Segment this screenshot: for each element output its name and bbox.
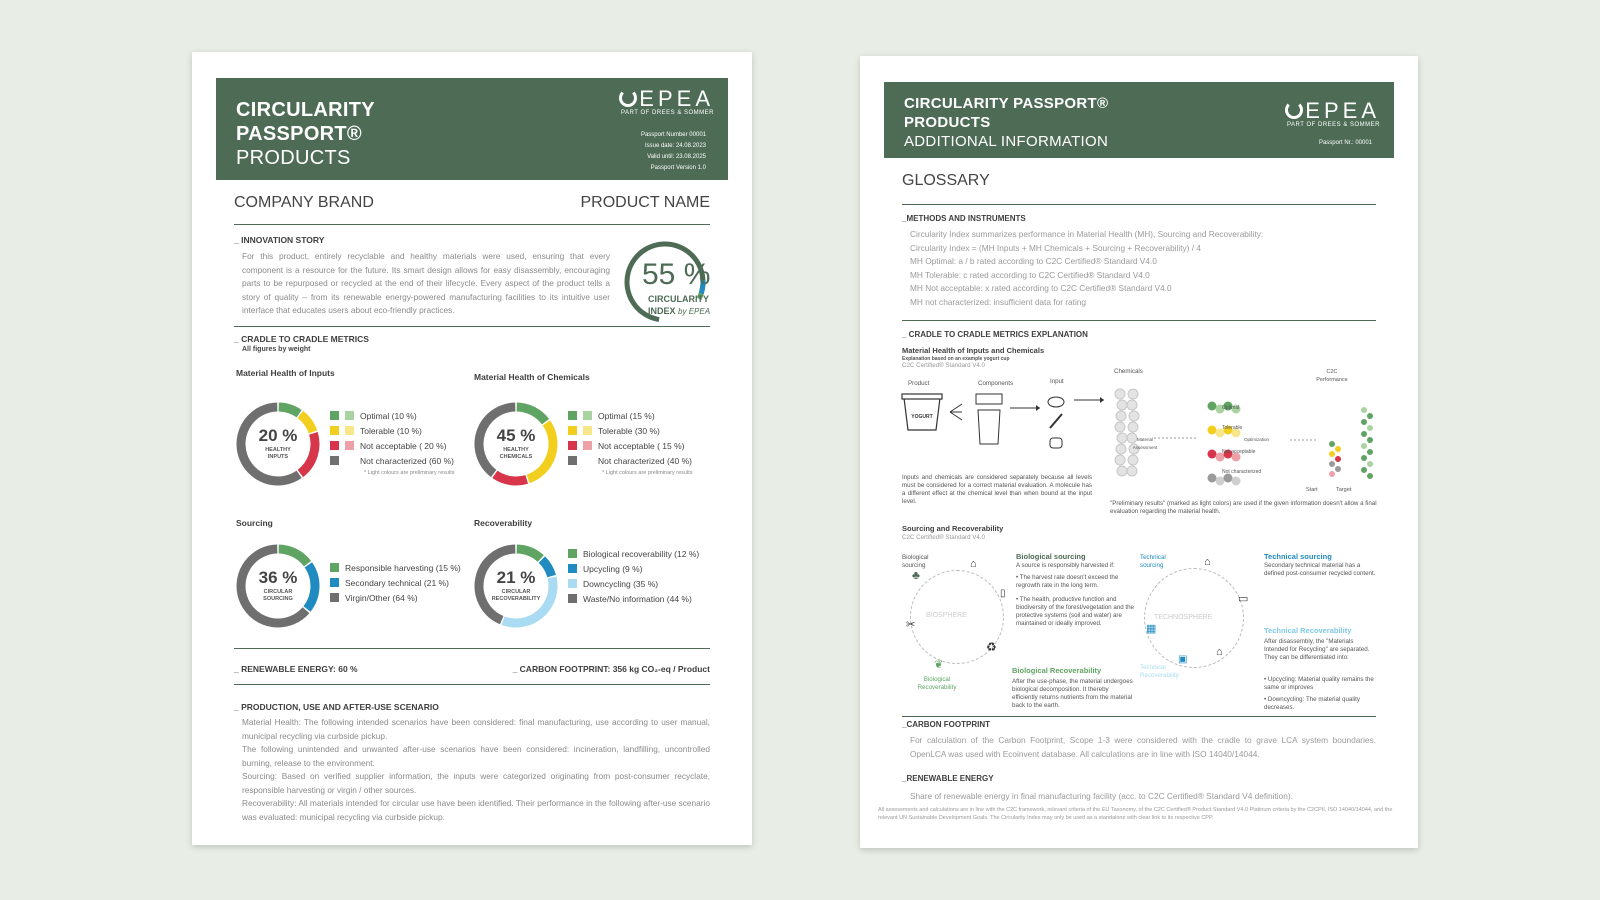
mh-left-text: Inputs and chemicals are considered separately because all levels must be considered for a correct material evaluation. A molecule has a different effect at the chemical level than when bound at the input level. <box>902 474 1092 505</box>
circularity-index <box>616 238 714 322</box>
monitor-icon: ▭ <box>1238 593 1249 605</box>
company-brand: COMPANY BRAND <box>234 194 374 211</box>
passport-number: Passport Number 00001 <box>640 132 706 138</box>
circularity-byline: by EPEA <box>678 307 711 316</box>
chart-title: Material Health of Inputs <box>236 368 335 378</box>
renewable-heading: _RENEWABLE ENERGY <box>902 774 994 783</box>
legend-label: Not characterized (60 %) <box>360 455 455 466</box>
factory-icon: ⌂ <box>1204 556 1211 568</box>
target-dot <box>1367 437 1373 443</box>
title-line: PRODUCTS <box>236 147 351 169</box>
house-icon: ⌂ <box>1216 646 1223 658</box>
bio-bullet-text: The health, productive function and biodiversity of the forest/vegetation and the protective systems (soil and water) are maintained or ideally improved. <box>1016 596 1134 627</box>
target-dot <box>1367 473 1373 479</box>
tech-recover-title: Technical Recoverability <box>1264 626 1352 635</box>
chemical-dot <box>1117 400 1127 410</box>
footer-disclaimer: All assessments and calculations are in line with the C2C framework, relevant criteria of the EU Taxonomy, of the C2C Certified® Product Standard V4.0 Platinum criteria by the C2CPII, ISO 14040/14044, and the relevant UN Sustainable Development Goals. The Circularity Index may only be used as a standalone with clear link to its respective CPP. <box>878 807 1393 821</box>
target-dot <box>1361 455 1367 461</box>
diagram-label: Product <box>908 380 930 387</box>
chemical-dot <box>1116 411 1126 421</box>
chemical-dot <box>1117 433 1127 443</box>
legend-sourcing <box>330 560 461 605</box>
legend-item <box>568 576 699 591</box>
methods-list <box>910 228 1263 309</box>
split-arrow-icon <box>950 404 962 420</box>
tech-bullet: • Upcycling: Material quality remains the same or improves <box>1264 676 1374 691</box>
legend-chemicals <box>568 408 692 468</box>
bio-bullet-text: The harvest rate doesn't exceed the regrowth rate in the long term. <box>1016 574 1119 589</box>
start-dot <box>1335 456 1341 462</box>
bio-recover-title: Biological Recoverability <box>1012 666 1102 675</box>
bio-bullet: • The harvest rate doesn't exceed the regrowth rate in the long term. <box>1016 574 1119 589</box>
carbon-footprint: _ CARBON FOOTPRINT: 356 kg CO₂-eq / Product <box>512 664 710 674</box>
chemical-dot <box>1129 411 1139 421</box>
diagram-label: Optimization <box>1244 437 1270 442</box>
innovation-text: For this product, entirely recyclable and healthy materials were used, ensuring that every component is a resource for the future. Its smart design allows for easy disassembly, encouraging parts to be repurposed or recycled at the end of their lifecycle. Every aspect of the product tells a story of quality – from its renewable energy-powered manufacturing facilities to its intuitive user interface that educates users about eco-friendly practices. <box>242 251 610 315</box>
legend-item <box>330 438 454 453</box>
legend-label: Upcycling (9 %) <box>583 563 643 574</box>
scenario-text <box>242 716 710 824</box>
chemicals-dots <box>1115 389 1139 476</box>
legend-item <box>568 408 692 423</box>
explanation-heading: _ CRADLE TO CRADLE METRICS EXPLANATION <box>902 330 1088 339</box>
mh-title: Material Health of Inputs and Chemicals <box>902 346 1045 355</box>
diagram-label: Tolerable <box>1222 425 1243 431</box>
donut-chemicals <box>472 400 560 488</box>
title-line: CIRCULARITY PASSPORT® <box>904 95 1109 112</box>
tech-recover-text: After disassembly, the "Materials Intended for Recycling" are separated. They can be differentiated into: <box>1264 638 1370 661</box>
legend-item <box>330 423 454 438</box>
diagram-label: Optimal <box>1222 405 1240 411</box>
legend-item <box>568 453 692 468</box>
mh-right-text: "Preliminary results" (marked as light colors) are used if the given information doesn't allow a final evaluation regarding the material health. <box>1110 500 1377 515</box>
diagram-label: Components <box>978 380 1014 387</box>
scenario-paragraph: Material Health: The following intended scenarios have been considered: final manufacturing, use according to user manual, municipal recycling via curbside pickup. <box>242 717 710 741</box>
product-name: PRODUCT NAME <box>580 194 710 211</box>
mh-standard: C2C Certified® Standard V4.0 <box>902 362 985 369</box>
metrics-heading: _ CRADLE TO CRADLE METRICS <box>234 334 369 344</box>
chart-title: Sourcing <box>236 518 273 528</box>
diagram-label: Target <box>1336 487 1352 493</box>
diagram-label: Chemicals <box>1114 368 1143 375</box>
chart-title: Material Health of Chemicals <box>474 372 590 382</box>
page-header <box>884 82 1394 158</box>
legend-item <box>568 561 699 576</box>
legend-label: Waste/No information (44 %) <box>583 593 692 604</box>
recycle-icon: ♻ <box>986 640 997 654</box>
target-dot <box>1367 461 1373 467</box>
scenario-paragraph: Sourcing: Based on verified supplier information, the inputs were categorized originating from post-consumer recyclate, responsible harvesting or virgin / other sources. <box>242 771 710 795</box>
chemical-dot <box>1115 422 1125 432</box>
bio-sourcing-label: Biological sourcing <box>902 554 929 569</box>
chemical-dot <box>1128 422 1138 432</box>
start-dots <box>1329 441 1341 477</box>
donut-recoverability <box>472 542 560 630</box>
components-icon <box>976 394 1002 444</box>
chemical-dot <box>1127 400 1137 410</box>
tech-bullet: • Downcycling: The material quality decreases. <box>1264 696 1360 711</box>
circularity-label: INDEX <box>648 306 676 316</box>
methods-line: MH not characterized: insufficient data for rating <box>910 296 1087 307</box>
performance-dot <box>1208 474 1217 483</box>
chart-title: Recoverability <box>474 518 533 528</box>
bio-sourcing-intro: A source is responsibly harvested if: <box>1016 562 1115 569</box>
yogurt-label: YOGURT <box>911 414 933 420</box>
diagram-label: C2C Performance <box>1316 369 1348 383</box>
performance-dot <box>1216 477 1225 486</box>
arrow-head-icon <box>1036 405 1040 411</box>
methods-heading: _METHODS AND INSTRUMENTS <box>902 214 1026 223</box>
start-dot <box>1335 466 1341 472</box>
legend-label: Biological recoverability (12 %) <box>583 548 700 559</box>
performance-dot <box>1208 450 1217 459</box>
passport-page <box>192 52 752 845</box>
donut-value: 36 % <box>258 568 298 587</box>
legend-item <box>568 423 692 438</box>
tech-sourcing-label: Technical sourcing <box>1140 554 1166 569</box>
start-dot <box>1329 441 1335 447</box>
tech-bullet-text: Upcycling: Material quality remains the same or improves <box>1264 676 1374 691</box>
donut-value: 45 % <box>496 426 536 445</box>
divider <box>902 204 1376 205</box>
building-icon: ▦ <box>1146 623 1157 635</box>
target-dot <box>1361 431 1367 437</box>
divider <box>902 320 1376 321</box>
valid-until: Valid until: 23.08.2025 <box>647 154 706 160</box>
legend-label: Not characterized (40 %) <box>598 455 693 466</box>
logo-text: EPEA <box>639 86 714 111</box>
legend-label: Responsible harvesting (15 %) <box>345 562 461 573</box>
target-dot <box>1367 449 1373 455</box>
methods-line: MH Optimal: a / b rated according to C2C Certified® Standard V4.0 <box>910 256 1157 266</box>
diagram-label: Not acceptable <box>1222 449 1256 455</box>
divider <box>234 224 710 225</box>
bio-recover-text: After the use-phase, the material undergoes biological decomposition. It thereby efficiently returns nutrients from the material back to the earth. <box>1012 678 1133 709</box>
title-line: PRODUCTS <box>904 114 991 131</box>
legend-item <box>568 438 692 453</box>
target-dot <box>1367 425 1373 431</box>
bottle-icon: ▯ <box>1000 588 1006 599</box>
logo-text: EPEA <box>1305 98 1380 123</box>
legend-label: Not acceptable ( 20 %) <box>360 440 447 451</box>
legend-label: Tolerable (30 %) <box>598 425 660 436</box>
legend-note: * Light colours are preliminary results <box>602 470 693 476</box>
logo-subtitle: PART OF DREES & SOMMER <box>620 110 714 116</box>
legend-label: Not acceptable ( 15 %) <box>598 440 685 451</box>
circularity-value: 55 % <box>642 258 711 291</box>
chemical-dot <box>1117 466 1127 476</box>
chemical-dot <box>1115 455 1125 465</box>
target-dot <box>1367 413 1373 419</box>
legend-item <box>330 408 454 423</box>
carbon-heading: _CARBON FOOTPRINT <box>902 720 990 729</box>
bio-recover-label: Biological Recoverability <box>917 676 957 691</box>
legend-item <box>330 560 461 575</box>
epea-logo-icon <box>619 89 637 107</box>
glossary-title: GLOSSARY <box>902 172 990 189</box>
legend-label: Downcycling (35 %) <box>583 578 659 589</box>
passport-meta <box>641 130 706 174</box>
chemical-dot <box>1116 444 1126 454</box>
start-dot <box>1329 471 1335 477</box>
diagram-label: Material Assessment <box>1132 437 1158 450</box>
legend-recoverability <box>568 546 699 606</box>
start-dot <box>1329 451 1335 457</box>
donut-label: HEALTHY INPUTS <box>265 447 291 460</box>
additional-info-page <box>860 56 1418 848</box>
passport-version: Passport Version 1.0 <box>650 165 706 171</box>
legend-label: Virgin/Other (64 %) <box>345 592 418 603</box>
technosphere-label: TECHNOSPHERE <box>1154 614 1213 621</box>
target-dot <box>1361 407 1367 413</box>
divider <box>234 684 710 685</box>
legend-label: Secondary technical (21 %) <box>345 577 449 588</box>
scenario-paragraph: The following unintended and unwanted after-use scenarios have been considered: incineration, landfilling, uncontrolled burning, release to the environment. <box>242 744 710 768</box>
divider <box>234 648 710 649</box>
target-dots <box>1361 407 1373 479</box>
donut-sourcing <box>234 542 322 630</box>
diagram-label: Start <box>1306 487 1318 493</box>
methods-line: MH Tolerable: c rated according to C2C Certified® Standard V4.0 <box>910 269 1150 280</box>
mh-subtitle: Explanation based on an example yogurt cup <box>902 356 1010 362</box>
donut-label: CIRCULAR SOURCING <box>263 589 293 602</box>
methods-line: Circularity Index = (MH Inputs + MH Chemicals + Sourcing + Recoverability) / 4 <box>910 242 1201 253</box>
bio-sourcing-title: Biological sourcing <box>1016 552 1086 561</box>
performance-dot <box>1232 477 1241 486</box>
legend-item <box>568 546 699 561</box>
diagram-label: Not characterized <box>1222 469 1262 475</box>
target-dot <box>1361 467 1367 473</box>
legend-inputs <box>330 408 454 468</box>
sr-standard: C2C Certified® Standard V4.0 <box>902 534 985 541</box>
biosphere-label: BIOSPHERE <box>926 612 967 619</box>
legend-note: * Light colours are preliminary results <box>364 470 455 476</box>
donut-inputs <box>234 400 322 488</box>
sr-title: Sourcing and Recoverability <box>902 524 1004 533</box>
divider <box>234 326 710 327</box>
renewable-text: Share of renewable energy in final manufacturing facility (acc. to C2C Certified® Standard V4 definition). <box>910 791 1293 801</box>
innovation-heading: _ INNOVATION STORY <box>234 235 325 245</box>
logo-subtitle: PART OF DREES & SOMMER <box>1286 122 1380 128</box>
page-header <box>216 78 728 180</box>
tech-recover-label: Technical Recoverability <box>1140 664 1179 679</box>
start-dot <box>1335 446 1341 452</box>
target-dot <box>1361 419 1367 425</box>
chemical-dot <box>1115 389 1125 399</box>
yogurt-cup-icon <box>902 394 942 430</box>
bio-bullet: • The health, productive function and biodiversity of the forest/vegetation and the protective systems (soil and water) are maintained or ideally improved. <box>1016 596 1134 627</box>
legend-item <box>568 591 699 606</box>
tree-icon: ♣ <box>912 568 920 582</box>
epea-logo-icon <box>1285 101 1303 119</box>
title-line: CIRCULARITY <box>236 99 375 121</box>
donut-label: HEALTHY CHEMICALS <box>499 447 533 460</box>
start-dot <box>1329 461 1335 467</box>
methods-line: Circularity Index summarizes performance in Material Health (MH), Sourcing and Recoverability: <box>910 229 1264 239</box>
circularity-label: CIRCULARITY <box>648 294 709 304</box>
input-icons <box>1048 397 1064 448</box>
tech-sourcing-text: Secondary technical material has a defined post-consumer recycled content. <box>1264 562 1376 577</box>
performance-dot <box>1208 402 1217 411</box>
legend-label: Optimal (10 %) <box>360 410 417 421</box>
epea-logo <box>619 86 714 116</box>
chemical-dot <box>1127 466 1137 476</box>
carbon-text: For calculation of the Carbon Footprint, Scope 1-3 were considered with the cradle to grave LCA system boundaries. OpenLCA was used with Ecoinvent database. All calculations are in line with ISO 14040/14044. <box>910 735 1376 759</box>
legend-item <box>330 453 454 468</box>
passport-number: Passport Nr.: 00001 <box>1318 140 1372 146</box>
donut-value: 20 % <box>258 426 298 445</box>
legend-item <box>330 590 461 605</box>
legend-label: Optimal (15 %) <box>598 410 655 421</box>
tech-sourcing-title: Technical sourcing <box>1264 552 1332 561</box>
issue-date: Issue date: 24.08.2023 <box>644 143 706 149</box>
donut-value: 21 % <box>496 568 536 587</box>
title-line: ADDITIONAL INFORMATION <box>904 133 1109 150</box>
chemical-dot <box>1128 389 1138 399</box>
tech-bullet-text: Downcycling: The material quality decreases. <box>1264 696 1360 711</box>
chemical-dot <box>1128 455 1138 465</box>
donut-label: CIRCULAR RECOVERABILITY <box>491 589 541 602</box>
epea-logo <box>1285 98 1380 128</box>
diagram-label: Input <box>1050 378 1064 385</box>
factory-icon: ⌂ <box>970 558 977 570</box>
scissors-icon: ✂ <box>906 619 916 631</box>
scenario-heading: _ PRODUCTION, USE AND AFTER-USE SCENARIO <box>234 702 439 712</box>
compost-icon: ❦ <box>934 659 944 671</box>
legend-item <box>330 575 461 590</box>
title-line: PASSPORT® <box>236 123 362 145</box>
recycle-bin-icon: ▣ <box>1178 654 1188 665</box>
metrics-subheading: All figures by weight <box>242 346 311 353</box>
legend-label: Tolerable (10 %) <box>360 425 422 436</box>
arrow-head-icon <box>1100 397 1104 403</box>
target-dot <box>1361 443 1367 449</box>
methods-line: MH Not acceptable: x rated according to C2C Certified® Standard V4.0 <box>910 283 1172 293</box>
renewable-energy: _ RENEWABLE ENERGY: 60 % <box>234 664 358 674</box>
performance-dot <box>1208 426 1217 435</box>
divider <box>902 716 1376 717</box>
scenario-paragraph: Recoverability: All materials intended for circular use have been identified. Their performance in the following after-use scenario was evaluated: municipal recycling via curbside pickup. <box>242 798 710 822</box>
